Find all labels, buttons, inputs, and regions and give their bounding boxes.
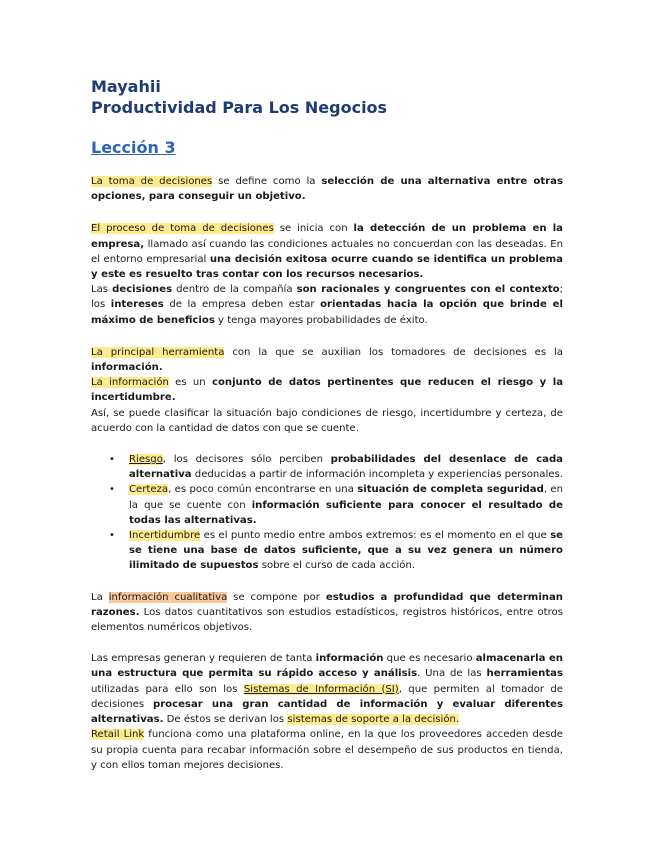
highlight-term: información cualitativa [108,591,228,603]
highlight-term: La toma de decisiones [91,176,213,187]
highlight-term: La información [91,377,169,389]
text-run: , que permiten al tomador de decisiones [91,683,563,710]
text-run: dentro de la compañía [172,284,297,296]
bold-run: intereses [110,299,164,311]
text-run: es el punto medio entre ambos extremos: es el momento en el que [200,530,551,542]
document-title-course: Productividad Para Los Negocios [91,98,388,117]
highlight-term: Incertidumbre [129,530,201,542]
bold-run: información suficiente para conocer el resultado de todas las alternativas. [129,499,563,526]
text-run: deducidas a partir de información incompleta y experiencias personales. [191,469,563,481]
text-run: que es necesario [383,653,476,665]
paragraph-proceso [91,221,563,327]
highlight-term: Riesgo [129,454,163,466]
text-run: utilizadas para ello son los [91,683,244,695]
highlight-term: sistemas de soporte a la decisión. [287,714,460,726]
text-run: se compone por [227,591,326,603]
text-run: funciona como una plataforma online, en la que los proveedores acceden desde su propia cuenta para recabar información sobre el desempeño de sus productos en tienda, y con ellos toman mejores decisiones. [91,729,564,771]
paragraph-sistemas [91,651,563,773]
text-run: se inicia con [273,223,354,235]
document-title-author: Mayahii [91,77,161,96]
bold-run: información [315,653,384,665]
bold-run: conjunto de datos pertinentes que reducen el riesgo y la incertidumbre. [91,377,564,404]
text-run: Las empresas generan y requieren de tanta [91,653,316,665]
text-run: La [91,591,109,603]
list-item-riesgo [109,452,563,482]
bold-run: selección de una alternativa entre otras opciones, para conseguir un objetivo. [91,176,563,203]
text-run: llamado así cuando las condiciones actuales no concuerdan con las deseadas. En el entorno empresarial [91,238,563,265]
bold-run: decisiones [112,284,173,296]
list-item-certeza [109,482,564,528]
text-run: con la que se auxilian los tomadores de decisiones es la [224,346,563,358]
text-run: Así, se puede clasificar la situación bajo condiciones de riesgo, incertidumbre y certeza, de acuerdo con la cantidad de datos con que se cuente. [91,407,563,434]
text-run: Los datos cuantitativos son estudios estadísticos, registros históricos, entre otros elementos numéricos objetivos. [91,606,563,634]
bullet-dot: • [109,530,115,542]
text-run: es un [168,377,212,389]
bold-run: se se tiene una base de datos suficiente, que a su vez genera un número ilimitado de supuestos [129,530,563,572]
highlight-term: El proceso de toma de decisiones [91,223,274,235]
lesson-heading: Lección 3 [91,138,176,157]
text-run: , los decisores sólo perciben [162,454,331,466]
paragraph-herramienta [91,345,563,436]
paragraph-cualitativa [91,590,563,636]
text-run: , en la que se cuente con [129,484,564,511]
text-run: ; los [91,284,563,311]
highlight-term: Certeza [129,484,169,496]
bold-run: una decisión exitosa ocurre cuando se identifica un problema y este es resuelto tras contar con los recursos necesarios. [91,253,563,281]
highlight-term: La principal herramienta [91,346,225,358]
bold-run: información. [91,362,163,374]
bullet-dot: • [109,454,115,466]
bold-run: orientadas hacia la opción que brinde el máximo de beneficios [91,299,563,326]
bold-run: almacenarla en una estructura que permita su rápido acceso y análisis [91,653,563,680]
bold-run: procesar una gran cantidad de información y evaluar diferentes alternativas. [91,698,563,726]
text-run: . Una de las [417,668,487,680]
text-run: De éstos se derivan los [163,714,288,726]
highlight-term: Retail Link [91,729,145,741]
text-run: sobre el curso de cada acción. [258,560,416,572]
highlight-term: Sistemas de Información (SI) [243,683,399,695]
conditions-list [91,452,563,574]
text-run: Las [91,284,113,296]
bold-run: estudios a profundidad que determinan razones. [91,591,563,618]
bold-run: son racionales y congruentes con el contexto [296,284,560,296]
bold-run: situación de completa seguridad [357,484,544,496]
bullet-dot: • [109,484,115,496]
bold-run: herramientas [486,668,563,680]
bold-run: la detección de un problema en la empresa, [91,223,563,250]
list-item-incertidumbre [109,528,563,574]
paragraph-toma-decisiones [91,174,563,204]
text-run: , es poco común encontrarse en una [168,484,358,496]
bold-run: probabilidades del desenlace de cada alternativa [129,454,563,481]
text-run: de la empresa deben estar [163,299,321,311]
text-run: se define como la [212,176,322,187]
text-run: y tenga mayores probabilidades de éxito. [214,314,428,326]
